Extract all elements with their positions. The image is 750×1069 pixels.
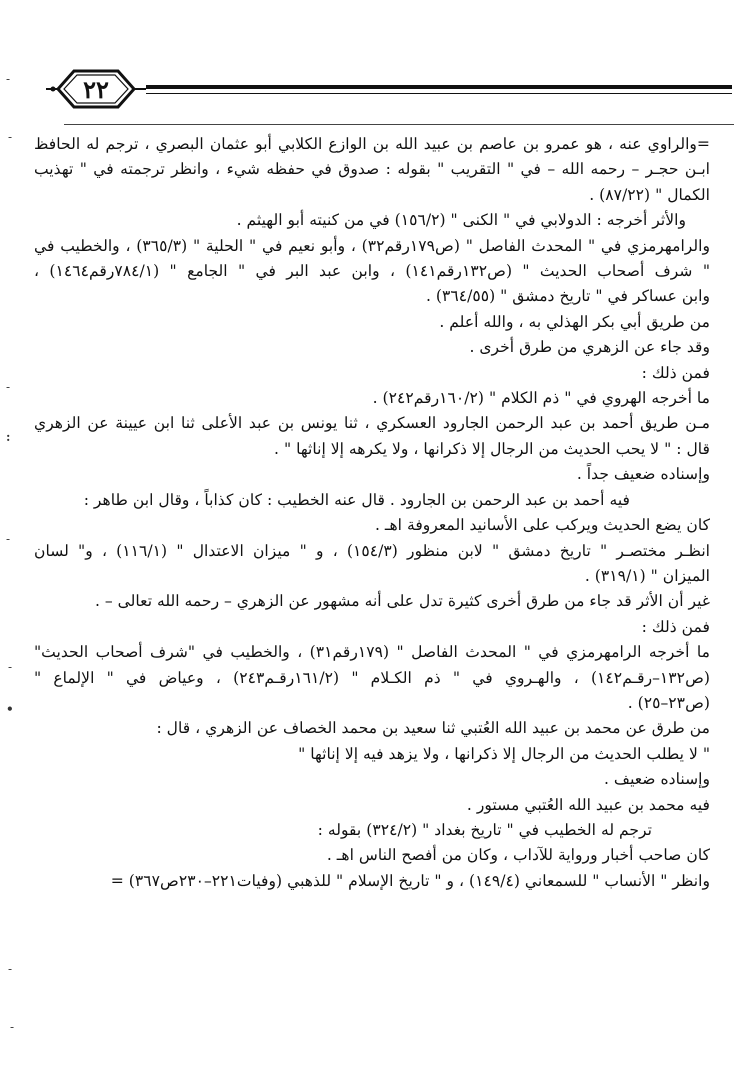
text-line: وابن عساكر في " تاريخ دمشق " (٣٦٤/٥٥) . [425, 287, 710, 306]
margin-dash-mark: - [8, 130, 13, 144]
text-line: فمن ذلك : [641, 617, 710, 636]
margin-dash-mark: - [6, 380, 11, 394]
page-number-badge [44, 68, 148, 110]
text-line: ما أخرجه الرامهرمزي في " المحدث الفاصل " (١٧٩رقم٣١) ، والخطيب في "شرف أصحاب الحديث" [34, 643, 710, 662]
margin-dash-mark: - [6, 532, 11, 546]
text-line: ما أخرجه الهروي في " ذم الكلام " (١٦٠/٢رقم٢٤٢) . [372, 389, 710, 408]
text-line: غير أن الأثر قد جاء من طرق أخرى كثيرة تدل على أنه مشهور عن الزهري – رحمه الله تعالى – . [95, 592, 710, 611]
margin-dash-mark: - [10, 1020, 15, 1034]
text-line: (ص١٣٢–رقـم١٤٢) ، والهـروي في " ذم الكـلام " (١٦١/٢رقـم٢٤٣) ، وعياض في " الإلماع " [34, 668, 710, 687]
text-line: كان صاحب أخبار ورواية للآداب ، وكان من أفصح الناس اهـ . [326, 846, 710, 865]
text-line: من طرق عن محمد بن عبيد الله العُتبي ثنا سعيد بن محمد الخصاف عن الزهري ، قال : [156, 719, 710, 738]
margin-dash-mark: - [8, 962, 13, 976]
text-line: قال : " لا يحب الحديث من الرجال إلا ذكرانها ، ولا يكرهه إلا إناثها " . [274, 439, 710, 458]
margin-dot-mark: : [6, 430, 11, 444]
margin-dash-mark: - [8, 660, 13, 674]
text-line: فمن ذلك : [641, 363, 710, 382]
text-line: الكمال " (٨٧/٢٢) . [589, 185, 710, 204]
text-line: فيه محمد بن عبيد الله العُتبي مستور . [466, 795, 710, 814]
text-line: وإسناده ضعيف . [604, 770, 710, 789]
text-line: " شرف أصحاب الحديث " (ص١٣٢رقم١٤١) ، وابن عبد البر في " الجامع " (٧٨٤/١رقم١٤٦٤) ، [34, 262, 710, 281]
body-text [34, 132, 710, 894]
header-thick-rule [146, 85, 732, 89]
text-line: انظـر مختصـر " تاريخ دمشق " لابن منظور (١٥٤/٣) ، و " ميزان الاعتدال " (١١٦/١) ، و" لسان [34, 541, 710, 560]
text-line: وقد جاء عن الزهري من طرق أخرى . [469, 338, 710, 357]
text-line: من طريق أبي بكر الهذلي به ، والله أعلم . [439, 312, 710, 331]
text-top-rule [64, 124, 734, 125]
text-line: ابـن حجـر – رحمه الله – في " التقريب " بقوله : صدوق في حفظه شيء ، وانظر ترجمته في " تهذيب [34, 160, 710, 179]
header-thin-rule [146, 93, 732, 94]
page-header [44, 68, 732, 110]
margin-dot-mark: • [6, 702, 14, 716]
text-line: مـن طريق أحمد بن عبد الرحمن الجارود العسكري ، ثنا يونس بن عبد الأعلى ثنا ابن عيينة عن الزهري [34, 414, 710, 433]
text-line: كان يضع الحديث ويركب على الأسانيد المعروفة اهـ . [374, 516, 710, 535]
text-line: =والراوي عنه ، هو عمرو بن عاصم بن عبيد الله بن الوازع الكلابي أبو عثمان البصري ، ترجم له الحافظ [34, 135, 710, 153]
text-line: وإسناده ضعيف جداً . [576, 465, 710, 484]
text-line: والرامهرمزي في " المحدث الفاصل " (ص١٧٩رقم٣٢) ، وأبو نعيم في " الحلية " (٣٦٥/٣) ، والخطيب في [34, 236, 710, 255]
text-line: " لا يطلب الحديث من الرجال إلا ذكرانها ، ولا يزهد فيه إلا إناثها " [298, 744, 710, 763]
text-line: ترجم له الخطيب في " تاريخ بغداد " (٣٢٤/٢) بقوله : [317, 820, 652, 839]
text-line: وانظر " الأنساب " للسمعاني (١٤٩/٤) ، و " تاريخ الإسلام " للذهبي (وفيات٢٢١–٢٣٠ص٣٦٧) = [110, 871, 710, 890]
text-line: فيه أحمد بن عبد الرحمن بن الجارود . قال عنه الخطيب : كان كذاباً ، وقال ابن طاهر : [83, 490, 630, 509]
margin-dash-mark: - [6, 72, 11, 86]
text-line: والأثر أخرجه : الدولابي في " الكنى " (١٥٦/٢) في من كنيته أبو الهيثم . [236, 211, 686, 230]
page-number: ٢٢ [83, 74, 109, 104]
text-line: الميزان " (٣١٩/١) . [584, 566, 710, 585]
text-line: (ص٢٣–٢٥) . [627, 693, 710, 712]
